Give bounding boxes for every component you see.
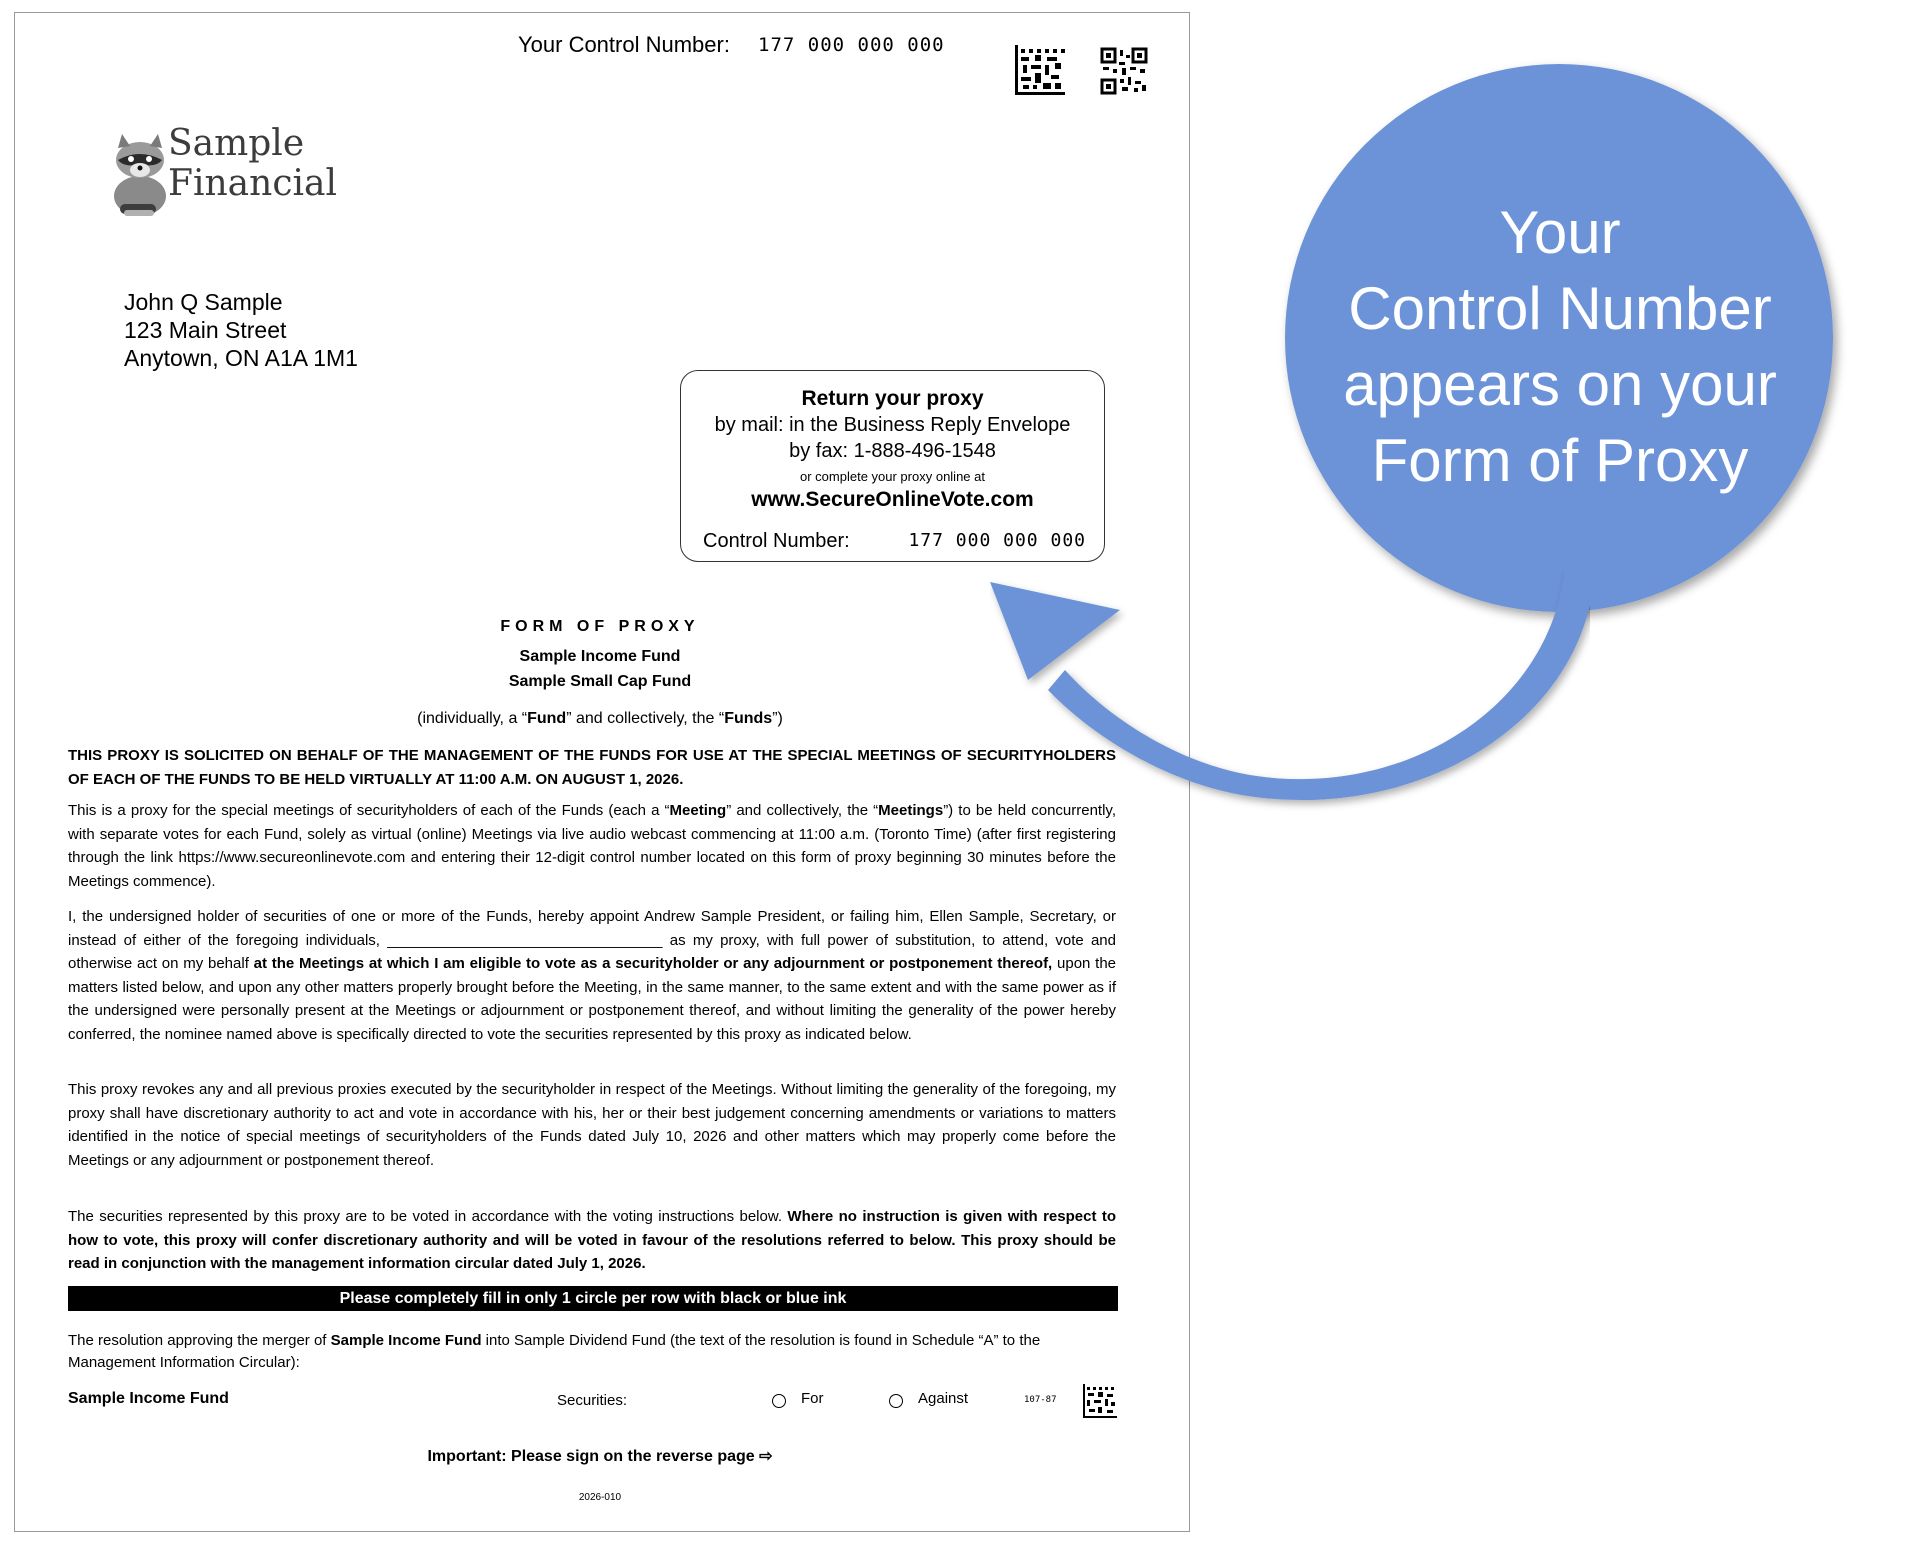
return-by-fax: by fax: 1-888-496-1548 <box>789 440 996 462</box>
datamatrix-code <box>1015 45 1065 95</box>
vote-row-fund: Sample Income Fund <box>68 1390 229 1407</box>
logo-line-2: Financial <box>168 163 337 204</box>
callout-arrow-icon <box>990 570 1590 830</box>
mailing-address <box>124 288 358 372</box>
address-line: Anytown, ON A1A 1M1 <box>124 345 358 371</box>
sign-reverse-notice: Important: Please sign on the reverse page ⇨ <box>427 1448 773 1465</box>
callout-line: appears on your <box>1343 351 1777 418</box>
paragraph-meetings: This is a proxy for the special meetings of securityholders of each of the Funds (each a “Meeting” and collectively, the “Meetings”) to be held concurrently, with separate votes for each Fund, solely as virtual (online) Meetings via live audio webcast commencing at 11:00 a.m. (Toronto Time) (after first registering through the link https://www.secureonlinevote.com and entering their 12-digit control number located on this form of proxy beginning 30 minutes before the Meetings commence). <box>68 802 1116 890</box>
vote-for-radio[interactable] <box>772 1394 786 1408</box>
vote-for-label: For <box>801 1390 824 1407</box>
form-title: FORM OF PROXY <box>500 618 700 635</box>
instruction-bar: Please completely fill in only 1 circle per row with black or blue ink <box>68 1286 1118 1311</box>
paragraph-voting-instructions: The securities represented by this proxy are to be voted in accordance with the voting instructions below. Where no instruction is given with respect to how to vote, this proxy will confer discretionary authority and will be voted in favour of the resolutions referred to below. This proxy should be read in conjunction with the management information circular dated July 1, 2026. <box>68 1208 1116 1272</box>
footer-code: 2026-010 <box>578 1492 622 1503</box>
paragraph-revocation: This proxy revokes any and all previous proxies executed by the securityholder in respect of the Meetings. Without limiting the generality of the foregoing, my proxy shall have discretionary authority to act and vote in accordance with his, her or their best judgement concerning amendments or variations to matters identified in the notice of special meetings of securityholders of the Funds dated July 10, 2026 and other matters which may properly come before the Meetings or any adjournment or postponement thereof. <box>68 1081 1116 1169</box>
return-box-control-label: Control Number: <box>703 530 850 552</box>
address-line: John Q Sample <box>124 289 283 315</box>
vote-against-radio[interactable] <box>889 1394 903 1408</box>
callout-line: Form of Proxy <box>1371 427 1749 494</box>
address-line: 123 Main Street <box>124 317 287 343</box>
fund-definition: (individually, a “Fund” and collectively, the “Funds”) <box>417 710 783 727</box>
return-box-control-number: 177 000 000 000 <box>908 530 1086 551</box>
header-control-label: Your Control Number: <box>518 32 730 57</box>
vote-row-securities-label: Securities: <box>557 1392 628 1409</box>
callout-line: Your <box>1499 199 1621 266</box>
logo-text <box>168 124 337 204</box>
return-by-mail: by mail: in the Business Reply Envelope <box>714 414 1071 436</box>
row-datamatrix-code <box>1083 1384 1117 1418</box>
solicitation-statement: THIS PROXY IS SOLICITED ON BEHALF OF THE MANAGEMENT OF THE FUNDS FOR USE AT THE SPECIAL MEETINGS OF SECURITYHOLDERS OF EACH OF THE FUNDS TO BE HELD VIRTUALLY AT 11:00 A.M. ON AUGUST 1, 2026. <box>68 747 1116 788</box>
return-proxy-box <box>680 370 1105 562</box>
header-control-number: 177 000 000 000 <box>758 34 945 56</box>
paragraph-appointment: I, the undersigned holder of securities of one or more of the Funds, hereby appoint Andrew Sample President, or failing him, Ellen Sample, Secretary, or instead of either of the foregoing individuals, _________________________________ as my proxy, with full power of substitution, to attend, vote and otherwise act on my behalf at the Meetings at which I am eligible to vote as a securityholder or any adjournment or postponement thereof, upon the matters listed below, and upon any other matters properly brought before the Meeting, in the same manner, to the same extent and with the same power as if the undersigned were personally present at the Meetings or adjournment or postponement thereof, and without limiting the generality of the power hereby conferred, the nominee named above is specifically directed to vote the securities represented by this proxy as indicated below. <box>68 908 1117 1043</box>
callout-text <box>1290 195 1830 499</box>
resolution-text: The resolution approving the merger of Sample Income Fund into Sample Dividend Fund (the text of the resolution is found in Schedule “A” to the Management Information Circular): <box>68 1332 1041 1371</box>
vote-row-code: 107-87 <box>1024 1395 1057 1405</box>
proxy-name-blank[interactable]: _________________________________ <box>387 931 663 949</box>
qr-code <box>1100 47 1148 95</box>
callout-line: Control Number <box>1348 275 1772 342</box>
vote-against-label: Against <box>918 1390 969 1407</box>
fund-name-1: Sample Income Fund <box>519 648 681 665</box>
raccoon-logo-icon <box>100 130 178 220</box>
logo-line-1: Sample <box>168 123 305 164</box>
fund-name-2: Sample Small Cap Fund <box>508 673 692 690</box>
return-online-text: or complete your proxy online at <box>800 469 985 484</box>
return-box-title: Return your proxy <box>801 387 984 410</box>
vote-url-link[interactable]: www.SecureOnlineVote.com <box>751 488 1034 511</box>
